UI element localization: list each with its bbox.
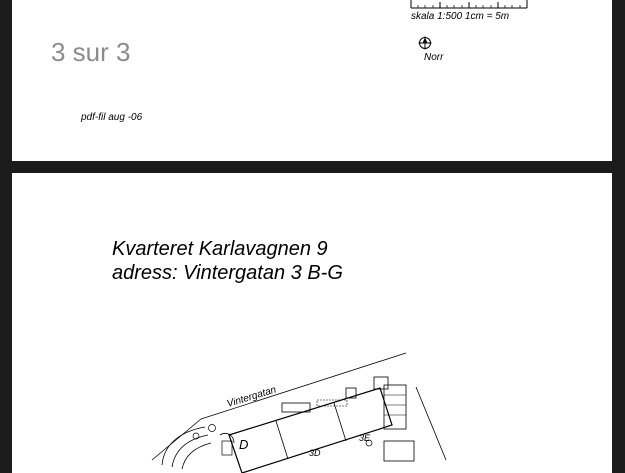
north-label: Norr xyxy=(424,52,444,63)
east-annex xyxy=(384,441,414,461)
entrance xyxy=(222,441,232,455)
small-building xyxy=(374,377,388,389)
pdf-page-1 xyxy=(12,173,612,473)
building-label-3e: 3E xyxy=(359,433,371,443)
courtyard-path xyxy=(172,435,208,467)
street-label: Vintergatan xyxy=(225,384,278,410)
building-division xyxy=(334,403,346,441)
site-plan xyxy=(12,173,612,473)
building-label-d: D xyxy=(239,437,249,452)
north-arrow-icon xyxy=(418,36,434,52)
building-label-3d: 3D xyxy=(309,448,321,458)
title-line-1: Kvarteret Karlavagnen 9 xyxy=(112,238,328,260)
pdf-page-3 xyxy=(12,0,612,161)
tree xyxy=(209,425,216,432)
pdf-note: pdf-fil aug -06 xyxy=(81,112,143,123)
east-stair xyxy=(384,385,406,429)
property-line xyxy=(416,387,446,460)
courtyard-path xyxy=(182,443,211,469)
page-indicator: 3 sur 3 xyxy=(51,37,131,67)
title-line-2: adress: Vintergatan 3 B-G xyxy=(112,262,343,284)
building-division xyxy=(276,421,288,459)
street-edge-line xyxy=(201,353,406,419)
scale-label: skala 1:500 1cm = 5m xyxy=(411,11,510,22)
